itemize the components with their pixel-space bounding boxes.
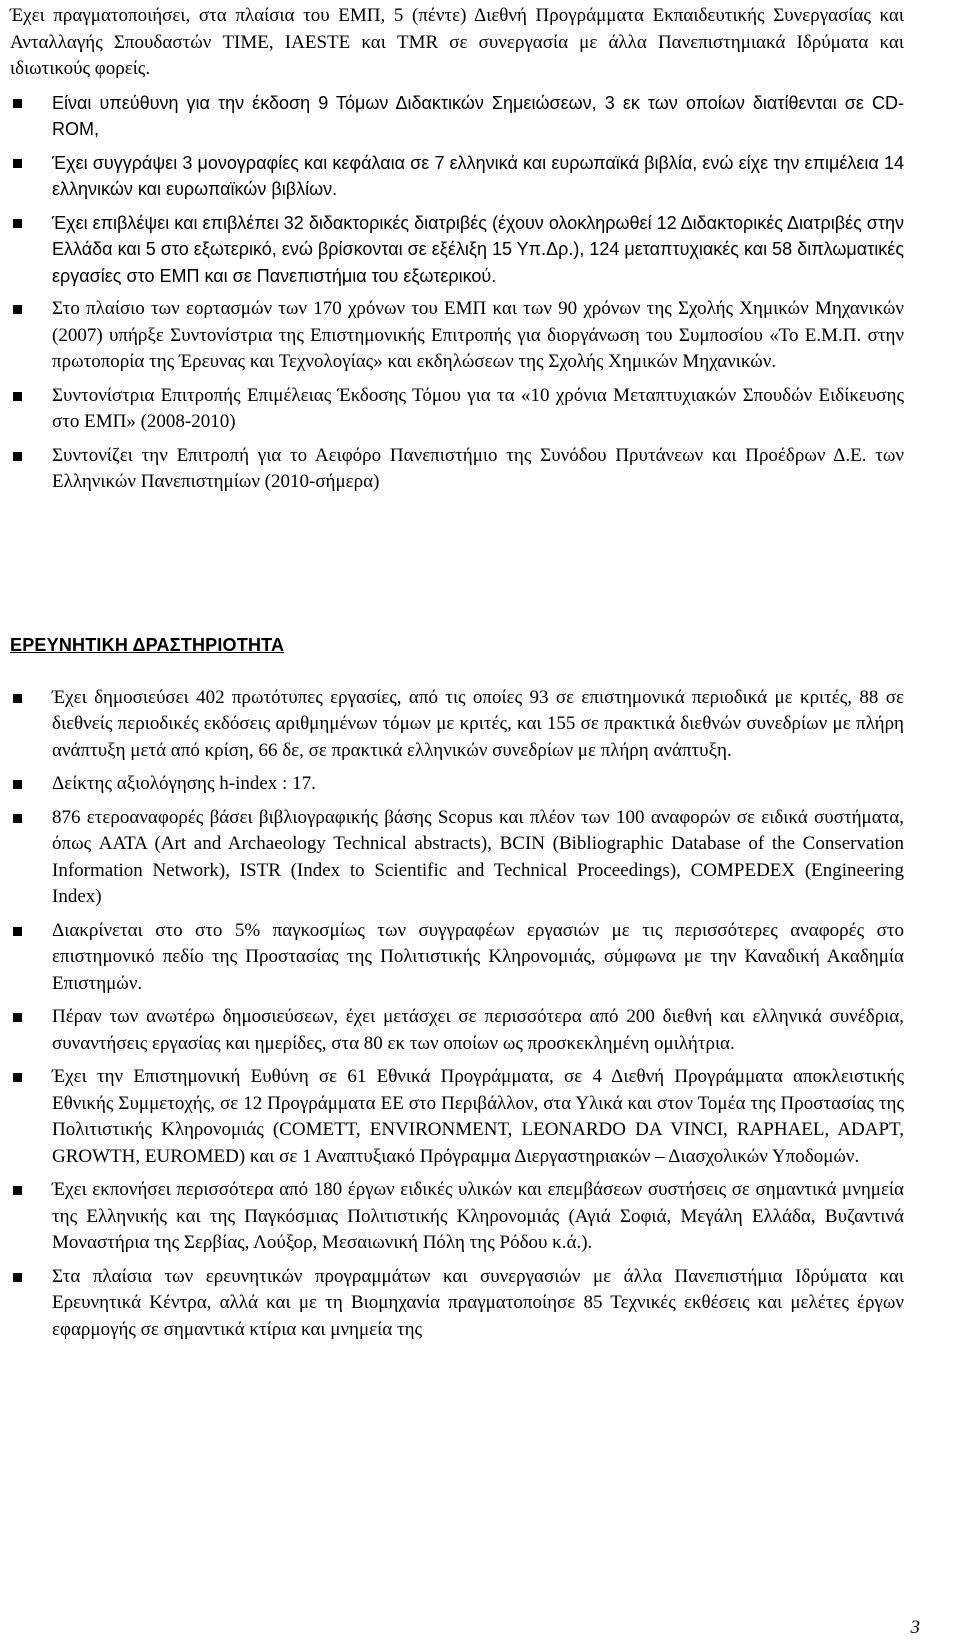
list-item: Έχει δημοσιεύσει 402 πρωτότυπες εργασίες, από τις οποίες 93 σε επιστημονικά περιοδικά με κριτές, 88 σε διεθνείς περιοδικές εκδόσεις αριθμημένων τόμων με κριτές, και 155 σε πρακτικά διεθνών συνεδρίων με πλήρη ανάπτυξη μετά από κρίση, 66 δε, σε πρακτικά ελληνικών συνεδρίων με πλήρη ανάπτυξη. bbox=[10, 685, 908, 765]
activities-list bbox=[10, 3, 908, 503]
page-number: 3 bbox=[910, 1616, 920, 1638]
list-item: Στα πλαίσια των ερευνητικών προγραμμάτων και συνεργασιών με άλλα Πανεπιστήμια Ιδρύματα και Ερευνητικά Κέντρα, αλλά και με τη Βιομηχανία πραγματοποίησε 85 Τεχνικές εκθέσεις και μελέτες έργων εφαρμογής σε σημαντικά κτίρια και μνημεία της bbox=[10, 1264, 908, 1344]
list-item: 876 ετεροαναφορές βάσει βιβλιογραφικής βάσης Scopus και πλέον των 100 αναφορών σε ειδικά συστήματα, όπως AATA (Art and Archaeology Technical abstracts), BCIN (Bibliographic Database of the Conservation Information Network), ISTR (Index to Scientific and Technical Proceedings), COMPEDEX (Engineering Index) bbox=[10, 805, 908, 911]
list-item: Έχει συγγράψει 3 μονογραφίες και κεφάλαια σε 7 ελληνικά και ευρωπαϊκά βιβλία, ενώ είχε την επιμέλεια 14 ελληνικών και ευρωπαϊκών βιβλίων. bbox=[10, 150, 908, 203]
list-item: Στο πλαίσιο των εορτασμών των 170 χρόνων του ΕΜΠ και των 90 χρόνων της Σχολής Χημικών Μηχανικών (2007) υπήρξε Συντονίστρια της Επιστημονικής Επιτροπής για διοργάνωση του Συμποσίου «Το Ε.Μ.Π. στην πρωτοπορία της Έρευνας και Τεχνολογίας» και εκδηλώσεων της Σχολής Χημικών Μηχανικών. bbox=[10, 296, 908, 376]
list-item: Συντονίζει την Επιτροπή για το Αειφόρο Πανεπιστήμιο της Συνόδου Πρυτάνεων και Προέδρων Δ.Ε. των Ελληνικών Πανεπιστημίων (2010-σήμερα) bbox=[10, 443, 908, 496]
list-item: Έχει πραγματοποιήσει, στα πλαίσια του ΕΜΠ, 5 (πέντε) Διεθνή Προγράμματα Εκπαιδευτικής Συνεργασίας και Ανταλλαγής Σπουδαστών TIME, IAESTE και TMR σε συνεργασία με άλλα Πανεπιστημιακά Ιδρύματα και ιδιωτικούς φορείς. bbox=[10, 5, 904, 79]
research-list bbox=[10, 685, 908, 1344]
list-item: Συντονίστρια Επιτροπής Επιμέλειας Έκδοσης Τόμου για τα «10 χρόνια Μεταπτυχιακών Σπουδών Ειδίκευσης στο ΕΜΠ» (2008-2010) bbox=[10, 383, 908, 436]
list-item: Είναι υπεύθυνη για την έκδοση 9 Τόμων Διδακτικών Σημειώσεων, 3 εκ των οποίων διατίθενται σε CD-ROM, bbox=[10, 90, 908, 143]
list-item: Διακρίνεται στο στο 5% παγκοσμίως των συγγραφέων εργασιών με τις περισσότερες αναφορές στο επιστημονικό πεδίο της Προστασίας της Πολιτιστικής Κληρονομιάς, σύμφωνα με την Καναδική Ακαδημία Επιστημών. bbox=[10, 918, 908, 998]
list-item: Έχει την Επιστημονική Ευθύνη σε 61 Εθνικά Προγράμματα, σε 4 Διεθνή Προγράμματα αποκλειστικής Εθνικής Συμμετοχής, σε 12 Προγράμματα ΕΕ στο Περιβάλλον, στα Υλικά και στον Τομέα της Προστασίας της Πολιτιστικής Κληρονομιάς (COMETT, ENVIRONMENT, LEONARDO DA VINCI, RAPHAEL, ADAPT, GROWTH, EUROMED) και σε 1 Αναπτυξιακό Πρόγραμμα Διεργαστηριακών – Διασχολικών Υποδομών. bbox=[10, 1064, 908, 1170]
section-heading: ΕΡΕΥΝΗΤΙΚΗ ΔΡΑΣΤΗΡΙΟΤΗΤΑ bbox=[10, 635, 285, 655]
list-item: Πέραν των ανωτέρω δημοσιεύσεων, έχει μετάσχει σε περισσότερα από 200 διεθνή και ελληνικά συνέδρια, συναντήσεις εργασίας και ημερίδες, στα 80 εκ των οποίων ως προσκεκλημένη ομιλήτρια. bbox=[10, 1004, 908, 1057]
list-item: Έχει εκπονήσει περισσότερα από 180 έργων ειδικές υλικών και επεμβάσεων συστήσεις σε σημαντικά μνημεία της Ελληνικής και της Παγκόσμιας Πολιτιστικής Κληρονομιάς (Αγιά Σοφιά, Μεγάλη Ελλάδα, Βυζαντινά Μοναστήρια της Σερβίας, Λούξορ, Μεσαιωνική Πόλη της Ρόδου κ.ά.). bbox=[10, 1177, 908, 1257]
list-item: Δείκτης αξιολόγησης h-index : 17. bbox=[10, 771, 908, 798]
research-section bbox=[10, 632, 908, 1350]
list-item: Έχει επιβλέψει και επιβλέπει 32 διδακτορικές διατριβές (έχουν ολοκληρωθεί 12 Διδακτορικές Διατριβές στην Ελλάδα και 5 στο εξωτερικό, ενώ βρίσκονται σε εξέλιξη 15 Υπ.Δρ.), 124 μεταπτυχιακές και 58 διπλωματικές εργασίες στο ΕΜΠ και σε Πανεπιστήμια του εξωτερικού. bbox=[10, 210, 908, 290]
